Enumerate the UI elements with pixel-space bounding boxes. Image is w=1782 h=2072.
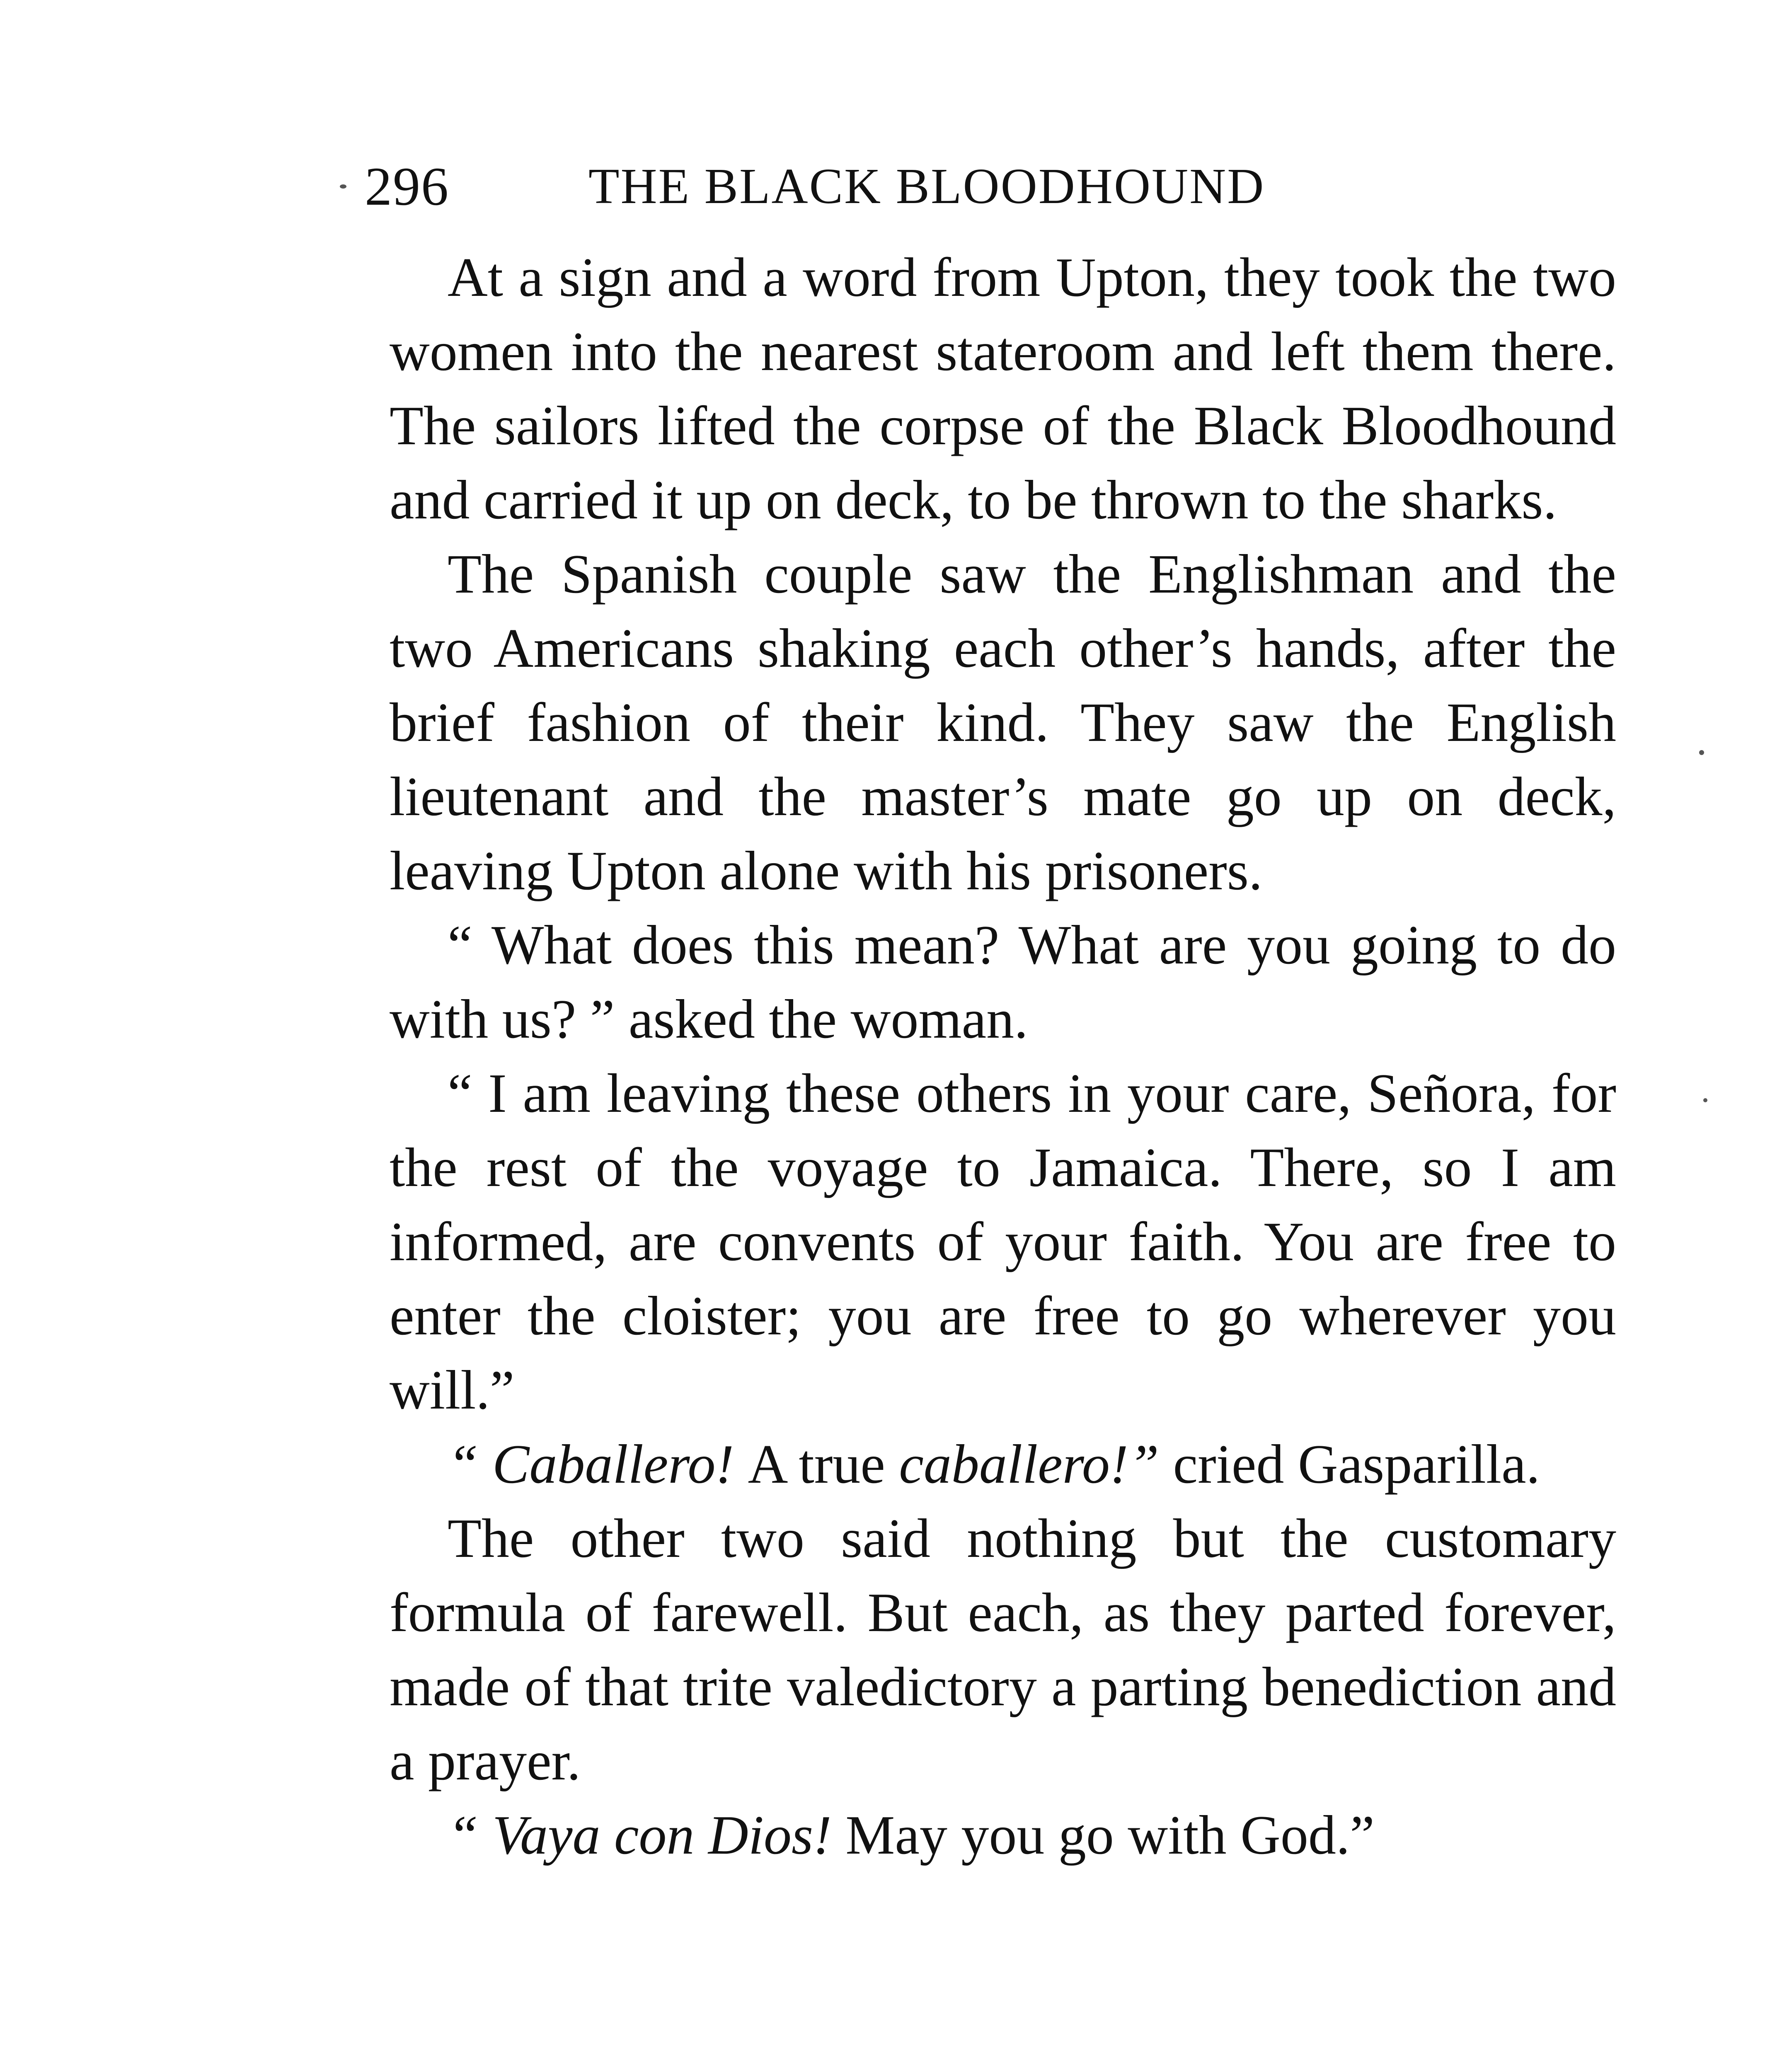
page-header	[365, 145, 1641, 228]
paragraph-5-text-a: A true	[748, 1433, 899, 1495]
paragraph-7-text: May you go with God.”	[845, 1804, 1375, 1866]
print-speck	[1699, 750, 1704, 755]
paragraph-1: At a sign and a word from Upton, they took the two women into the nearest stateroom and left them there. The sailors lifted the corpse of the Black Bloodhound and carried it up on deck, to be thrown to the sharks.	[390, 247, 1616, 530]
print-speck	[340, 184, 346, 189]
paragraph-4: “ I am leaving these others in your care, Señora, for the rest of the voyage to Jamaica. There, so I am informed, are convents of your faith. You are free to enter the cloister; you are free to go wherever you will.”	[390, 1063, 1616, 1421]
paragraph-3: “ What does this mean? What are you going to do with us? ” asked the woman.	[390, 914, 1616, 1050]
italic-caballero-exclamation: “ Caballero!	[448, 1433, 748, 1495]
body-text	[390, 240, 1616, 1872]
paragraph-7	[390, 1798, 1616, 1872]
page-number: 296	[365, 156, 449, 217]
italic-vaya-con-dios: “ Vaya con Dios!	[448, 1804, 846, 1866]
paragraph-6: The other two said nothing but the customary formula of farewell. But each, as they parted forever, made of that trite valedictory a parting benediction and a prayer.	[390, 1508, 1616, 1791]
paragraph-5-text-b: cried Gasparilla.	[1173, 1433, 1540, 1495]
running-title: THE BLACK BLOODHOUND	[588, 158, 1265, 214]
italic-caballero: caballero!”	[899, 1433, 1173, 1495]
paragraph-5	[390, 1427, 1616, 1501]
paragraph-2: The Spanish couple saw the Englishman and the two Americans shaking each other’s hands, after the brief fashion of their kind. They saw the English lieutenant and the master’s mate go up on deck, leaving Upton alone with his prisoners.	[390, 543, 1616, 901]
print-speck	[1703, 1098, 1707, 1102]
